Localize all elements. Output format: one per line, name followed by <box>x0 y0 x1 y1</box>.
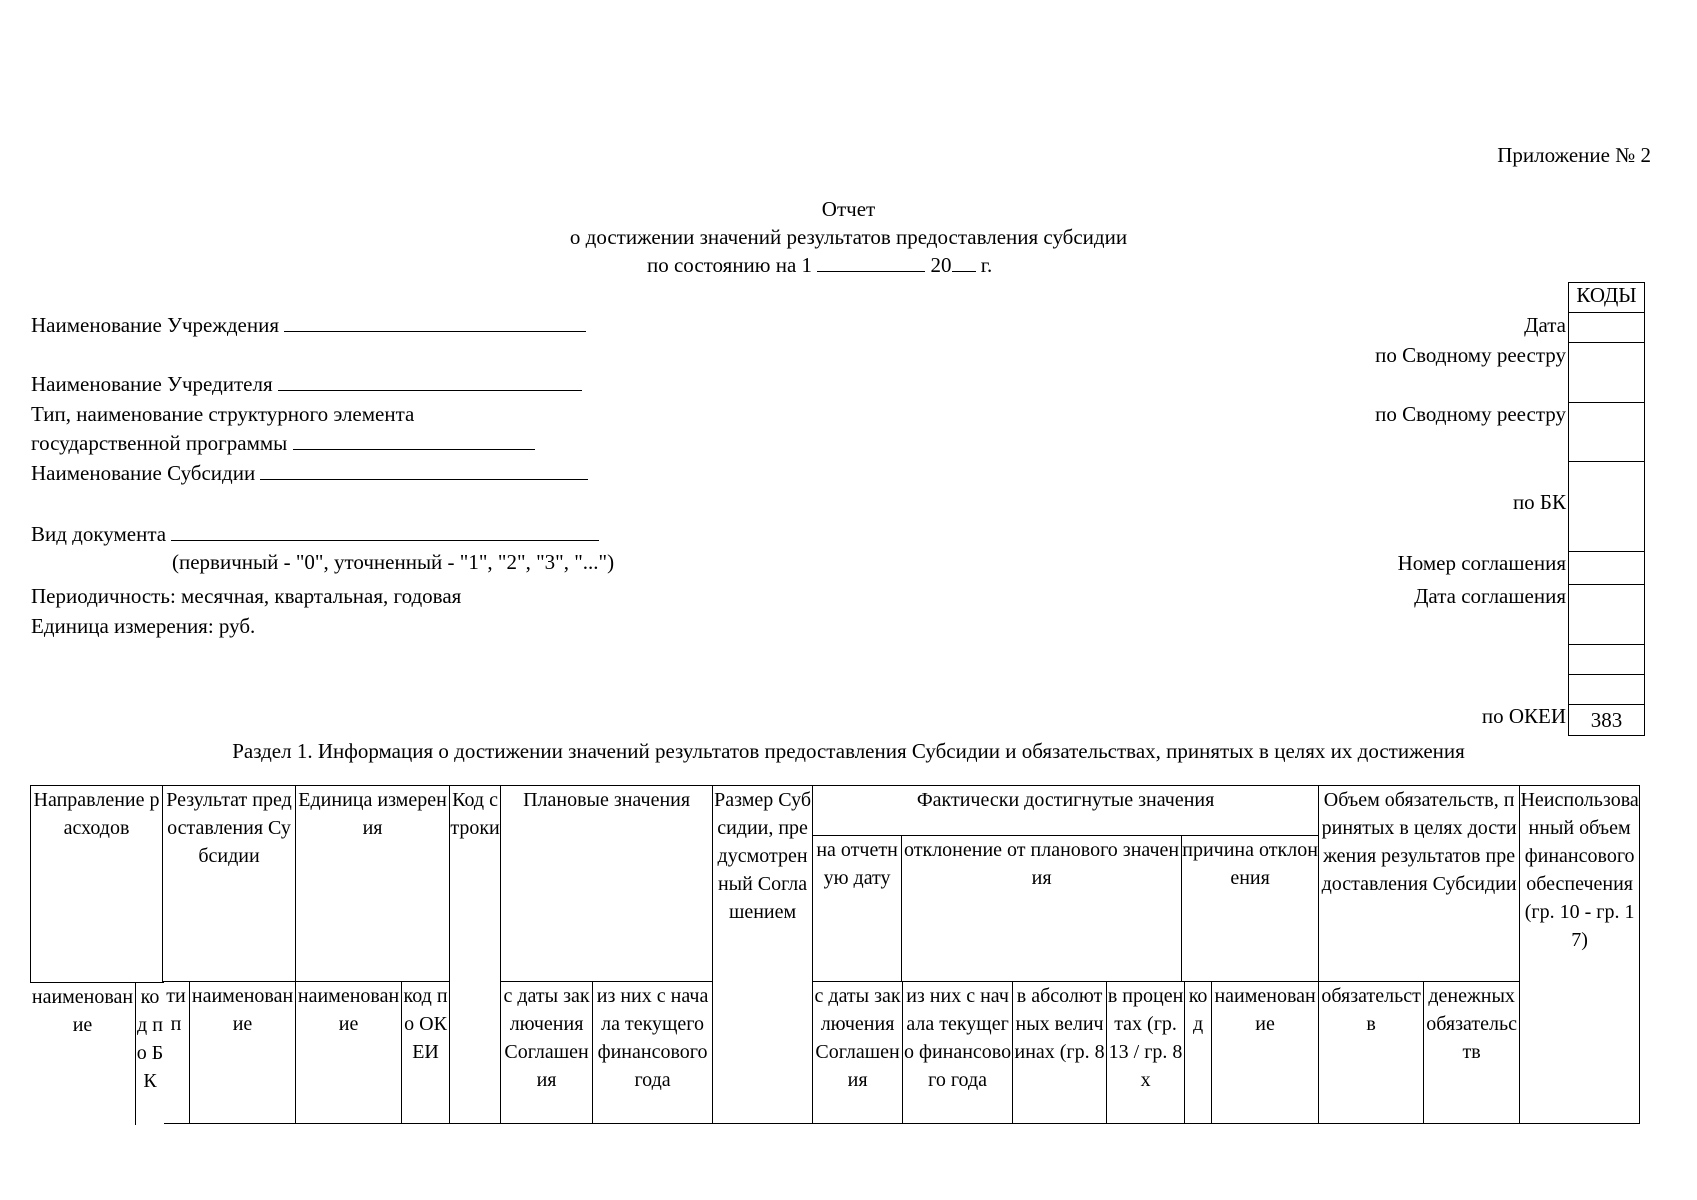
bk-label: по БК <box>1512 490 1566 514</box>
header-reason: причина отклонения <box>1182 839 1318 889</box>
header-obligations: Объем обязательств, принятых в целях достижения результатов предоставления Субсидии <box>1319 786 1520 982</box>
report-date-line: по состоянию на 1 20 г. <box>647 253 993 277</box>
doc-type-hint: (первичный - "0", уточненный - "1", "2", "3", "...") <box>172 550 615 574</box>
sub-actual-year: из них с начала текущего финансового года <box>903 982 1013 1124</box>
agreement-date-label: Дата соглашения <box>1414 584 1566 608</box>
program-label: Тип, наименование структурного элемента <box>31 402 415 426</box>
founder-field: Наименование Учредителя <box>31 372 582 397</box>
agreement-number-label: Номер соглашения <box>1397 551 1566 575</box>
results-table <box>30 785 1640 1124</box>
section-title: Раздел 1. Информация о достижении значений результатов предоставления Субсидии и обязательствах, принятых в целях их достижения <box>232 739 1465 763</box>
header-result: Результат предоставления Субсидии <box>163 786 296 982</box>
code-extra-1 <box>1569 645 1644 675</box>
program-blank <box>293 431 535 450</box>
institution-field: Наименование Учреждения <box>31 313 586 338</box>
header-unit: Единица измерения <box>296 786 450 982</box>
sub-plan-from: с даты заключения Соглашения <box>501 982 593 1124</box>
sub-actual-from: с даты заключения Соглашения <box>813 982 903 1124</box>
code-extra-2 <box>1569 675 1644 705</box>
header-plan: Плановые значения <box>501 786 713 982</box>
code-registry-2 <box>1569 403 1644 462</box>
sub-direction-name: наименование <box>30 982 136 1125</box>
code-registry-1 <box>1569 343 1644 403</box>
code-agreement-date <box>1569 585 1644 645</box>
code-okei: 383 <box>1590 708 1623 732</box>
header-subsidy-size: Размер Субсидии, предусмотренный Соглашением <box>713 786 813 1124</box>
sub-deviation-pct: в процентах (гр. 13 / гр. 8 х <box>1107 982 1185 1124</box>
sub-obligations: обязательств <box>1319 982 1424 1124</box>
registry-label-1: по Сводному реестру <box>1375 343 1566 367</box>
program-field: государственной программы <box>31 431 535 456</box>
direction-sub <box>30 982 164 1125</box>
codes-box <box>1568 282 1645 736</box>
header-actual-title: Фактически достигнутые значения <box>813 786 1318 836</box>
subsidy-field: Наименование Субсидии <box>31 461 588 486</box>
sub-direction-code: код по БК <box>136 982 164 1125</box>
okei-label: по ОКЕИ <box>1481 704 1566 728</box>
report-subtitle: о достижении значений результатов предоставления субсидии <box>569 225 1128 249</box>
appendix-label: Приложение № 2 <box>1497 143 1651 167</box>
header-direction: Направление расходов <box>31 786 163 1124</box>
sub-plan-year: из них с начала текущего финансового года <box>593 982 713 1124</box>
founder-blank <box>278 372 582 391</box>
header-actual <box>813 786 1319 982</box>
sub-reason-code: код <box>1185 982 1212 1124</box>
header-unused: Неиспользованный объем финансового обеспечения (гр. 10 - гр. 17) <box>1520 786 1640 1124</box>
doc-type-blank <box>171 522 599 541</box>
sub-unit-name: наименование <box>296 982 402 1124</box>
sub-result-type: тип <box>163 982 190 1124</box>
periodicity-label: Периодичность: месячная, квартальная, годовая <box>31 584 462 608</box>
header-line-code: Код строки <box>450 786 501 1124</box>
doc-type-field: Вид документа <box>31 522 599 547</box>
month-blank <box>817 253 925 272</box>
header-actual-sub <box>813 836 1318 981</box>
unit-label: Единица измерения: руб. <box>31 614 256 638</box>
sub-reason-name: наименование <box>1212 982 1319 1124</box>
sub-unit-code: код по ОКЕИ <box>402 982 450 1124</box>
report-title: Отчет <box>821 197 876 221</box>
header-deviation: отклонение от планового значения <box>902 836 1182 981</box>
year-blank <box>952 253 976 272</box>
codes-header: КОДЫ <box>1569 283 1644 313</box>
sub-result-name: наименование <box>190 982 296 1124</box>
institution-blank <box>284 313 586 332</box>
code-bk <box>1569 462 1644 552</box>
code-date <box>1569 313 1644 343</box>
sub-deviation-abs: в абсолютных величинах (гр. 8 <box>1013 982 1107 1124</box>
date-label: Дата <box>1524 313 1566 337</box>
code-agreement-number <box>1569 552 1644 585</box>
header-on-date: на отчетную дату <box>813 836 902 981</box>
registry-label-2: по Сводному реестру <box>1375 402 1566 426</box>
sub-money-obligations: денежных обязательств <box>1424 982 1520 1124</box>
subsidy-blank <box>260 461 588 480</box>
